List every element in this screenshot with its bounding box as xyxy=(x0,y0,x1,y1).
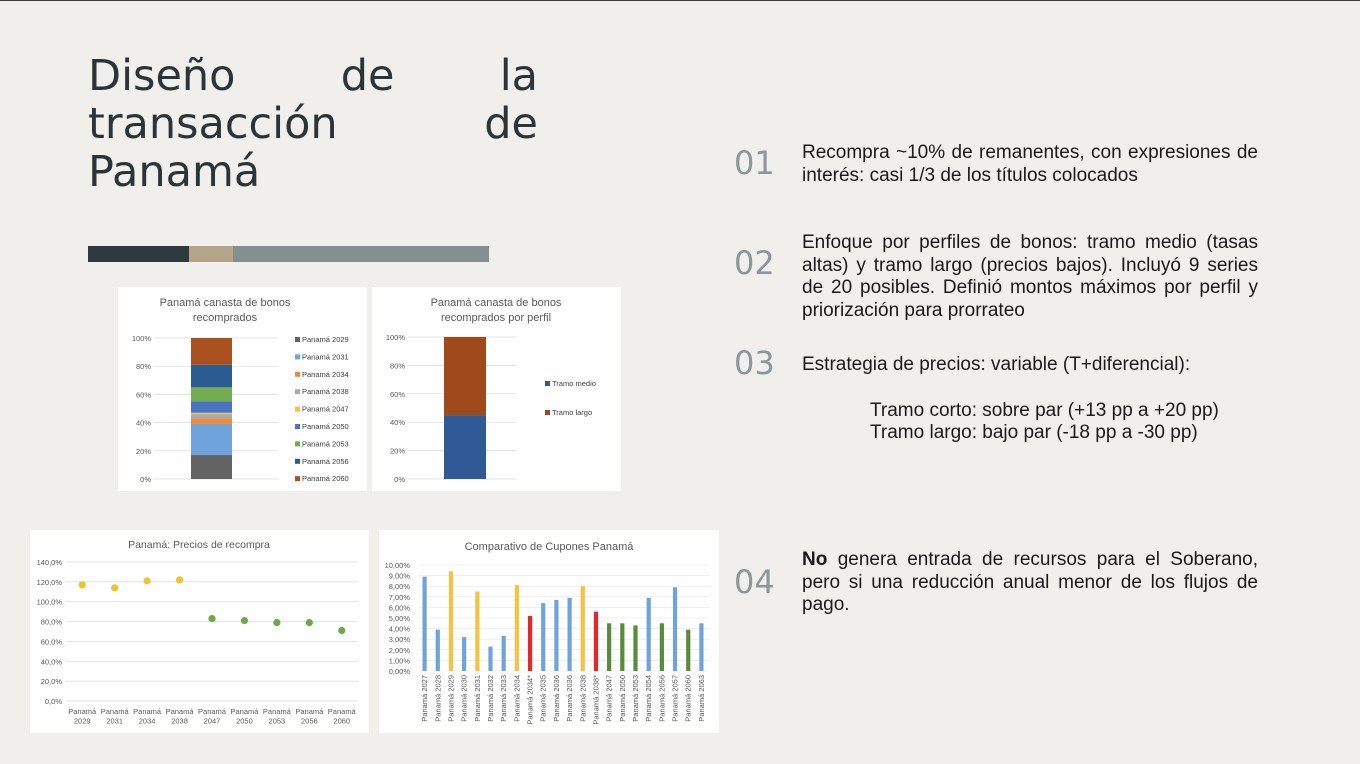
y-tick-label: 120,0% xyxy=(36,577,62,587)
accent-bar-tan xyxy=(189,246,233,262)
chart-title: Panamá canasta de bonos xyxy=(159,297,291,309)
data-point xyxy=(208,615,215,622)
y-tick-label: 80% xyxy=(389,361,405,371)
bar xyxy=(567,598,571,671)
y-tick-label: 1,00% xyxy=(388,656,410,666)
y-tick-label: 0,0% xyxy=(44,697,62,706)
x-tick-label: Panamá 2028 xyxy=(433,675,443,722)
x-tick-label: Panamá 2034* xyxy=(525,675,535,725)
bar-segment xyxy=(444,415,486,479)
x-tick-label: Panamá 2047 xyxy=(604,675,614,722)
bar xyxy=(515,585,519,671)
x-tick-label: Panamá 2030 xyxy=(459,675,469,722)
x-tick-label: Panamá 2056 xyxy=(657,675,667,722)
y-tick-label: 100% xyxy=(131,334,151,343)
y-tick-label: 9,00% xyxy=(388,571,410,581)
bar-segment xyxy=(444,337,486,415)
x-tick-label: Panamá 2034 xyxy=(512,675,522,722)
bar-segment xyxy=(191,418,232,424)
point-3-number: 03 xyxy=(734,344,775,382)
bar xyxy=(528,616,532,671)
legend-swatch xyxy=(545,410,550,415)
legend-swatch xyxy=(295,459,300,464)
y-tick-label: 8,00% xyxy=(388,582,410,592)
point-4-bold: No xyxy=(802,549,828,570)
legend-label: Panamá 2053 xyxy=(302,439,349,449)
data-point xyxy=(144,577,151,584)
y-tick-label: 6,00% xyxy=(388,603,410,613)
y-tick-label: 0,00% xyxy=(388,667,410,676)
bar xyxy=(554,600,558,671)
bar-segment xyxy=(191,387,232,401)
bar-segment xyxy=(191,338,232,365)
x-tick-label: Panamá 2036 xyxy=(565,675,575,722)
bar xyxy=(541,603,545,671)
legend-label: Panamá 2050 xyxy=(302,422,349,431)
legend-swatch xyxy=(295,389,300,394)
top-border xyxy=(0,0,1360,1)
legend-swatch xyxy=(295,441,300,446)
bar-segment xyxy=(191,365,232,388)
title-line-2: transacción de xyxy=(88,99,538,149)
y-tick-label: 0% xyxy=(140,475,151,484)
x-tick-label: 2056 xyxy=(300,716,318,726)
x-tick-label: Panamá 2063 xyxy=(696,675,706,722)
legend-label: Tramo largo xyxy=(552,408,593,417)
data-point xyxy=(176,576,183,583)
x-tick-label: Panamá xyxy=(262,707,291,716)
x-tick-label: Panamá xyxy=(198,707,226,716)
x-tick-label: Panamá 2029 xyxy=(446,675,456,722)
x-tick-label: Panamá 2031 xyxy=(472,675,482,722)
x-tick-label: 2060 xyxy=(333,716,351,726)
legend-label: Panamá 2029 xyxy=(302,335,349,344)
y-tick-label: 5,00% xyxy=(388,614,410,623)
x-tick-label: 2050 xyxy=(236,716,253,726)
x-tick-label: Panamá 2050 xyxy=(617,675,627,722)
legend-swatch xyxy=(295,372,300,377)
data-point xyxy=(306,619,313,626)
y-tick-label: 80,0% xyxy=(40,617,62,627)
accent-bar-dark xyxy=(88,246,189,262)
y-tick-label: 40% xyxy=(389,418,405,428)
y-tick-label: 10,00% xyxy=(384,561,410,570)
x-tick-label: Panamá xyxy=(165,707,194,716)
point-3-text: Estrategia de precios: variable (T+diferencial): xyxy=(802,354,1191,375)
point-2-text: Enfoque por perfiles de bonos: tramo medio (tasas altas) y tramo largo (precios bajos). Incluyó 9 series de 20 posibles. Definió montos máximos por perfil y priorización para prorrateo xyxy=(802,232,1258,321)
x-tick-label: Panamá 2038* xyxy=(591,675,601,725)
y-tick-label: 20% xyxy=(135,446,151,456)
bar-segment xyxy=(191,413,232,414)
point-4-text xyxy=(802,549,1258,617)
bar xyxy=(462,637,466,671)
x-tick-label: Panamá 2038 xyxy=(578,675,588,722)
legend-label: Tramo medio xyxy=(552,379,596,388)
x-tick-label: Panamá 2033 xyxy=(499,675,509,722)
legend-label: Panamá 2031 xyxy=(302,352,349,362)
chart-title: Comparativo de Cupones Panamá xyxy=(464,541,634,553)
chart-coupons-panel xyxy=(379,530,719,733)
y-tick-label: 3,00% xyxy=(388,635,410,645)
y-tick-label: 4,00% xyxy=(388,624,410,634)
point-3-sub-2: Tramo largo: bajo par (-18 pp a -30 pp) xyxy=(870,422,1198,443)
y-tick-label: 60% xyxy=(135,390,151,400)
point-4-number: 04 xyxy=(734,563,775,601)
bar-segment xyxy=(191,401,232,412)
data-point xyxy=(79,581,86,588)
legend-swatch xyxy=(295,407,300,412)
bar xyxy=(449,571,453,671)
bar xyxy=(699,623,703,671)
bar-segment xyxy=(191,414,232,418)
data-point xyxy=(338,627,345,634)
bar xyxy=(475,592,479,672)
x-tick-label: Panamá 2054 xyxy=(644,675,654,722)
bar xyxy=(633,625,637,671)
bar xyxy=(660,623,664,671)
bar xyxy=(686,630,690,671)
x-tick-label: Panamá 2053 xyxy=(631,675,640,722)
x-tick-label: 2038 xyxy=(171,716,188,726)
slide-title xyxy=(88,52,538,196)
legend-swatch xyxy=(295,337,300,342)
y-tick-label: 2,00% xyxy=(388,645,410,655)
x-tick-label: 2034 xyxy=(138,716,156,726)
y-tick-label: 40% xyxy=(135,418,151,428)
point-1-text: Recompra ~10% de remanentes, con expresiones de interés: casi 1/3 de los títulos colocados xyxy=(802,142,1258,186)
legend-swatch xyxy=(295,476,300,481)
chart-prices xyxy=(30,530,369,733)
y-tick-label: 80% xyxy=(135,362,151,372)
point-2-number: 02 xyxy=(734,244,775,282)
point-3-sub-1: Tramo corto: sobre par (+13 pp a +20 pp) xyxy=(870,400,1219,421)
chart-basket xyxy=(118,287,367,491)
bar xyxy=(436,630,440,671)
x-tick-label: 2047 xyxy=(203,716,221,726)
x-tick-label: Panamá xyxy=(295,707,324,716)
x-tick-label: Panamá xyxy=(230,707,259,716)
y-tick-label: 40,0% xyxy=(40,657,62,667)
title-line-1: Diseño de la xyxy=(88,51,538,101)
legend-label: Panamá 2060 xyxy=(302,474,349,484)
bar xyxy=(502,636,506,671)
chart-title: Panamá canasta de bonos xyxy=(430,297,562,309)
chart-coupons xyxy=(379,530,719,733)
bar xyxy=(607,623,611,671)
y-tick-label: 100% xyxy=(385,333,405,342)
chart-prices-panel xyxy=(30,530,369,733)
data-point xyxy=(111,584,118,591)
x-tick-label: Panamá 2060 xyxy=(683,675,693,722)
legend-label: Panamá 2038 xyxy=(302,387,349,397)
point-4-rest: genera entrada de recursos para el Soberano, pero si una reducción anual menor de los flujos de pago. xyxy=(802,549,1258,615)
y-tick-label: 7,00% xyxy=(388,592,410,602)
y-tick-label: 20% xyxy=(389,446,405,456)
x-tick-label: Panamá xyxy=(68,707,97,716)
x-tick-label: Panamá 2032 xyxy=(486,675,495,722)
chart-title: recomprados por perfil xyxy=(440,312,552,324)
data-point xyxy=(273,619,280,626)
x-tick-label: Panamá 2036 xyxy=(551,675,561,722)
x-tick-label: Panamá xyxy=(100,707,129,716)
bar xyxy=(422,577,426,671)
chart-title: Panamá: Precios de recompra xyxy=(128,539,270,551)
chart-profile-panel xyxy=(372,287,621,491)
legend-swatch xyxy=(295,354,300,359)
bar xyxy=(488,647,492,671)
bar xyxy=(620,623,624,671)
chart-title: recomprados xyxy=(192,312,258,324)
y-tick-label: 0% xyxy=(394,475,405,484)
legend-label: Panamá 2047 xyxy=(302,404,349,414)
bar xyxy=(581,586,585,671)
y-tick-label: 60,0% xyxy=(40,637,62,647)
bar-segment xyxy=(191,455,232,479)
x-tick-label: 2031 xyxy=(106,716,124,726)
bar xyxy=(673,587,677,671)
data-point xyxy=(241,617,248,624)
legend-label: Panamá 2056 xyxy=(302,456,349,466)
point-1-number: 01 xyxy=(734,144,775,182)
legend-label: Panamá 2034 xyxy=(302,369,349,379)
accent-bar-gray xyxy=(233,246,489,262)
bar xyxy=(594,612,598,671)
x-tick-label: Panamá 2035 xyxy=(538,675,548,722)
x-tick-label: Panamá xyxy=(133,707,162,716)
y-tick-label: 100,0% xyxy=(36,597,62,607)
chart-profile xyxy=(372,287,621,491)
chart-basket-panel xyxy=(118,287,367,491)
x-tick-label: Panamá 2057 xyxy=(670,675,680,722)
x-tick-label: 2029 xyxy=(73,716,91,726)
bar xyxy=(647,598,651,671)
legend-swatch xyxy=(545,381,550,386)
y-tick-label: 140,0% xyxy=(36,558,62,567)
title-line-3: Panamá xyxy=(88,147,261,197)
x-tick-label: 2053 xyxy=(268,716,286,726)
legend-swatch xyxy=(295,424,300,429)
bar-segment xyxy=(191,424,232,455)
x-tick-label: Panamá xyxy=(327,707,356,716)
y-tick-label: 60% xyxy=(389,389,405,399)
x-tick-label: Panamá 2027 xyxy=(420,675,430,722)
y-tick-label: 20,0% xyxy=(40,677,62,687)
